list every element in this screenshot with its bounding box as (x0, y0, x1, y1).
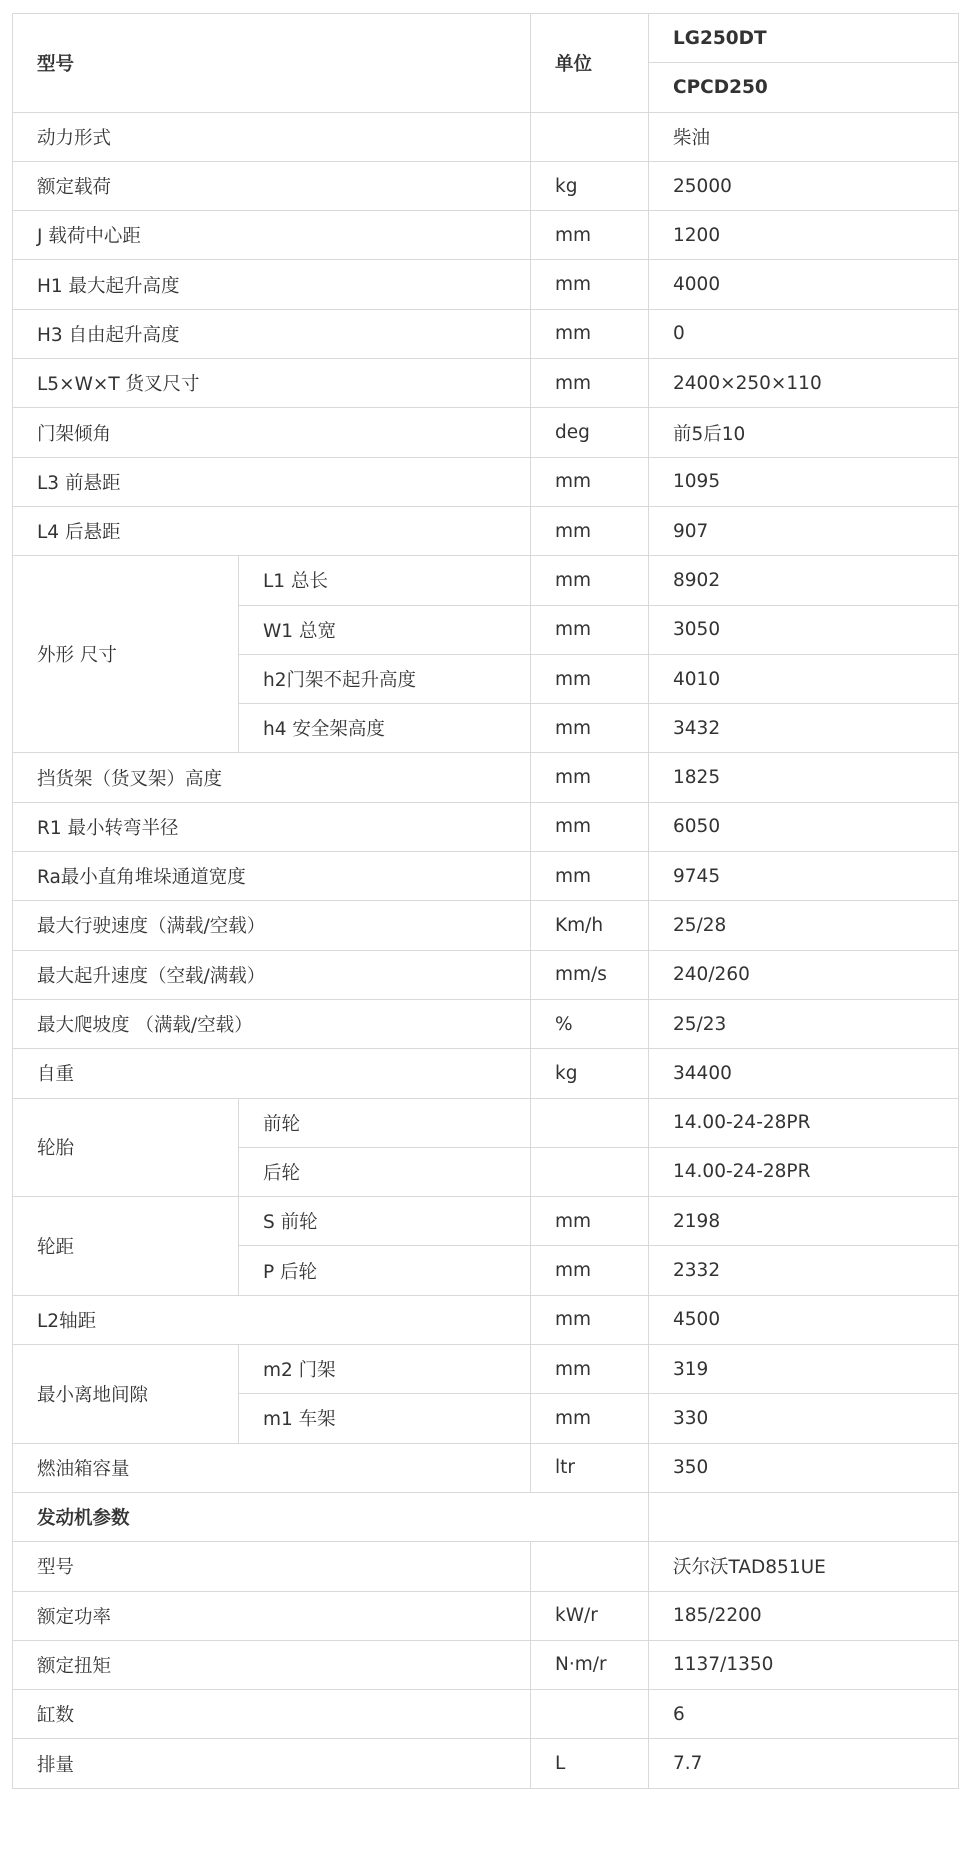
row-sublabel: 后轮 (239, 1147, 531, 1196)
group-label-tires: 轮胎 (13, 1098, 239, 1197)
row-label: 额定载荷 (13, 161, 531, 210)
table-row (13, 359, 959, 408)
row-unit: mm (531, 1394, 649, 1443)
row-value: 2332 (649, 1246, 959, 1295)
table-row (13, 161, 959, 210)
row-value: 7.7 (649, 1739, 959, 1788)
row-unit: deg (531, 408, 649, 457)
row-unit (531, 1098, 649, 1147)
row-label: 缸数 (13, 1690, 531, 1739)
row-unit: mm (531, 704, 649, 753)
table-row (13, 950, 959, 999)
table-row (13, 802, 959, 851)
row-unit: mm (531, 1246, 649, 1295)
header-model-name-2: CPCD250 (649, 63, 959, 112)
row-unit: kg (531, 1049, 649, 1098)
row-value: 907 (649, 506, 959, 555)
table-row (13, 1098, 959, 1147)
row-label: 燃油箱容量 (13, 1443, 531, 1492)
row-unit: mm (531, 1197, 649, 1246)
table-row (13, 1049, 959, 1098)
row-label: 额定扭矩 (13, 1640, 531, 1689)
spec-table-container (12, 13, 958, 1789)
row-value: 25/28 (649, 901, 959, 950)
row-unit: % (531, 999, 649, 1048)
row-value: 319 (649, 1345, 959, 1394)
row-unit: Km/h (531, 901, 649, 950)
row-value: 25/23 (649, 999, 959, 1048)
row-value: 1200 (649, 211, 959, 260)
row-value: 14.00-24-28PR (649, 1147, 959, 1196)
table-row (13, 1690, 959, 1739)
row-label: L2轴距 (13, 1295, 531, 1344)
header-model-cell: 型号 (13, 14, 531, 113)
row-value: 330 (649, 1394, 959, 1443)
row-unit: mm (531, 309, 649, 358)
row-unit (531, 1690, 649, 1739)
row-label: 型号 (13, 1542, 531, 1591)
row-unit: mm (531, 1345, 649, 1394)
section-row-engine (13, 1492, 959, 1541)
row-value: 2198 (649, 1197, 959, 1246)
row-unit (531, 112, 649, 161)
row-unit: mm (531, 556, 649, 605)
row-label: L5×W×T 货叉尺寸 (13, 359, 531, 408)
header-unit-cell: 单位 (531, 14, 649, 113)
row-label: 动力形式 (13, 112, 531, 161)
row-unit (531, 1542, 649, 1591)
table-row (13, 901, 959, 950)
row-label: J 载荷中心距 (13, 211, 531, 260)
row-value: 沃尔沃TAD851UE (649, 1542, 959, 1591)
table-row (13, 260, 959, 309)
table-row (13, 852, 959, 901)
spec-table (12, 13, 959, 1789)
table-row (13, 408, 959, 457)
row-sublabel: m2 门架 (239, 1345, 531, 1394)
row-label: 最大爬坡度 （满载/空载） (13, 999, 531, 1048)
row-label: L3 前悬距 (13, 457, 531, 506)
table-row (13, 1542, 959, 1591)
row-unit: kW/r (531, 1591, 649, 1640)
row-value: 前5后10 (649, 408, 959, 457)
row-sublabel: L1 总长 (239, 556, 531, 605)
table-row (13, 1739, 959, 1788)
row-label: R1 最小转弯半径 (13, 802, 531, 851)
row-label: Ra最小直角堆垛通道宽度 (13, 852, 531, 901)
row-value: 3432 (649, 704, 959, 753)
row-value: 2400×250×110 (649, 359, 959, 408)
group-label-track: 轮距 (13, 1197, 239, 1296)
row-unit: kg (531, 161, 649, 210)
row-label: 最大起升速度（空载/满载） (13, 950, 531, 999)
row-unit: L (531, 1739, 649, 1788)
row-unit: mm (531, 802, 649, 851)
row-value: 3050 (649, 605, 959, 654)
row-value: 185/2200 (649, 1591, 959, 1640)
row-sublabel: h4 安全架高度 (239, 704, 531, 753)
row-unit: mm (531, 506, 649, 555)
row-unit: mm/s (531, 950, 649, 999)
row-value: 4000 (649, 260, 959, 309)
table-row (13, 1197, 959, 1246)
row-sublabel: S 前轮 (239, 1197, 531, 1246)
row-sublabel: h2门架不起升高度 (239, 654, 531, 703)
row-unit: mm (531, 753, 649, 802)
table-row (13, 1591, 959, 1640)
row-value: 34400 (649, 1049, 959, 1098)
group-label-clearance: 最小离地间隙 (13, 1345, 239, 1444)
row-unit: mm (531, 260, 649, 309)
table-row (13, 112, 959, 161)
table-row (13, 506, 959, 555)
row-value: 柴油 (649, 112, 959, 161)
row-sublabel: 前轮 (239, 1098, 531, 1147)
row-value: 4010 (649, 654, 959, 703)
row-value: 4500 (649, 1295, 959, 1344)
section-title-engine: 发动机参数 (13, 1492, 649, 1541)
row-unit: mm (531, 605, 649, 654)
row-label: 挡货架（货叉架）高度 (13, 753, 531, 802)
table-row (13, 309, 959, 358)
row-value: 25000 (649, 161, 959, 210)
row-label: 排量 (13, 1739, 531, 1788)
row-sublabel: W1 总宽 (239, 605, 531, 654)
group-label-dimensions: 外形 尺寸 (13, 556, 239, 753)
row-label: 最大行驶速度（满载/空载） (13, 901, 531, 950)
row-value: 240/260 (649, 950, 959, 999)
row-label: 额定功率 (13, 1591, 531, 1640)
table-row (13, 1443, 959, 1492)
row-sublabel: P 后轮 (239, 1246, 531, 1295)
row-label: L4 后悬距 (13, 506, 531, 555)
row-unit: N·m/r (531, 1640, 649, 1689)
row-value: 0 (649, 309, 959, 358)
row-value: 6 (649, 1690, 959, 1739)
row-value: 1137/1350 (649, 1640, 959, 1689)
row-value: 9745 (649, 852, 959, 901)
row-value: 1095 (649, 457, 959, 506)
table-row (13, 999, 959, 1048)
section-value-engine (649, 1492, 959, 1541)
row-unit: mm (531, 852, 649, 901)
table-row (13, 1640, 959, 1689)
row-unit: mm (531, 359, 649, 408)
table-row (13, 211, 959, 260)
table-row (13, 457, 959, 506)
table-row (13, 753, 959, 802)
row-label: H1 最大起升高度 (13, 260, 531, 309)
header-row (13, 14, 959, 63)
row-unit: mm (531, 1295, 649, 1344)
table-row (13, 1295, 959, 1344)
table-row (13, 556, 959, 605)
row-value: 8902 (649, 556, 959, 605)
row-unit: ltr (531, 1443, 649, 1492)
row-label: 门架倾角 (13, 408, 531, 457)
row-value: 350 (649, 1443, 959, 1492)
row-label: 自重 (13, 1049, 531, 1098)
table-row (13, 1345, 959, 1394)
row-label: H3 自由起升高度 (13, 309, 531, 358)
row-sublabel: m1 车架 (239, 1394, 531, 1443)
row-value: 1825 (649, 753, 959, 802)
row-unit (531, 1147, 649, 1196)
row-unit: mm (531, 457, 649, 506)
row-unit: mm (531, 211, 649, 260)
header-model-name-1: LG250DT (649, 14, 959, 63)
row-value: 6050 (649, 802, 959, 851)
row-unit: mm (531, 654, 649, 703)
row-value: 14.00-24-28PR (649, 1098, 959, 1147)
